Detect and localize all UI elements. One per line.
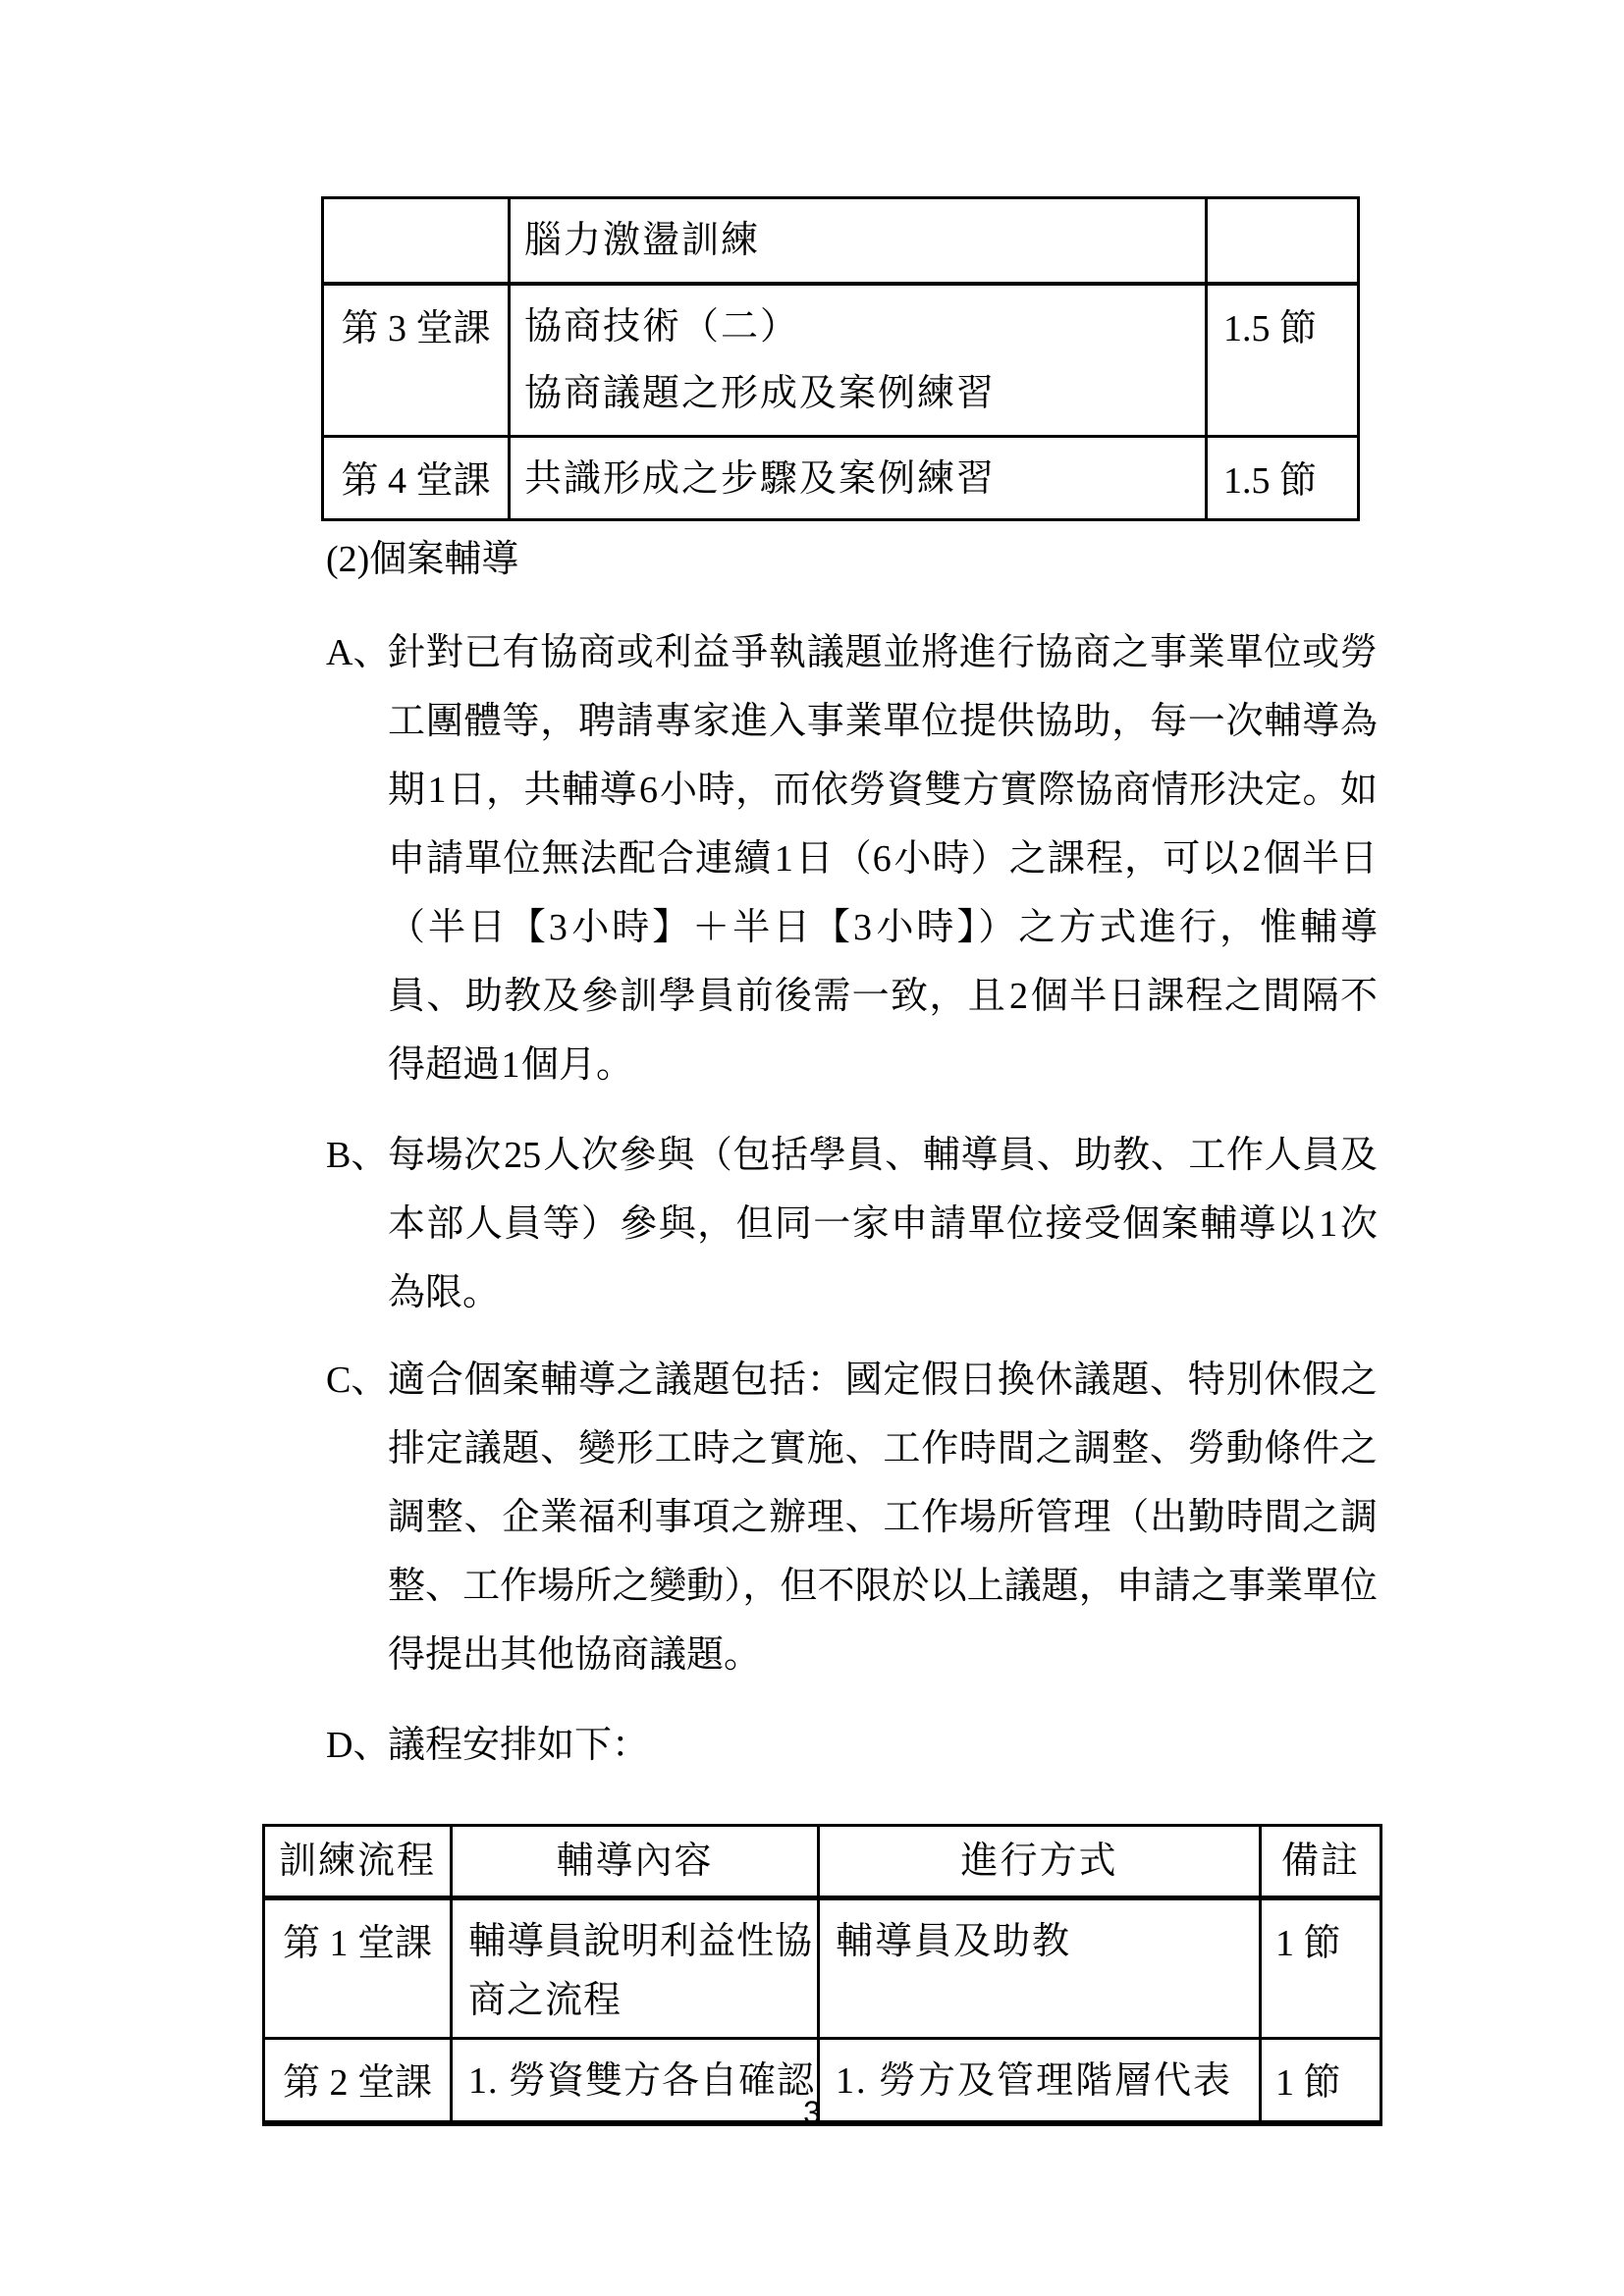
course-content-line: 腦力激盪訓練: [524, 220, 761, 261]
cell-coaching-content: [452, 1898, 819, 2039]
table-header-row: [264, 1826, 1381, 1898]
paragraph-d: [326, 1711, 1378, 1780]
table-row: [323, 284, 1359, 437]
header-note: 備註: [1261, 1826, 1381, 1898]
paragraph-text: 針對已有協商或利益爭執議題並將進行協商之事業單位或勞工團體等，聘請專家進入事業單位提供協助，每一次輔導為期 1 日，共輔導 6 小時，而依勞資雙方實際協商情形決定。如申請單位無法配合連續 1 日（6 小時）之課程，可以 2 個半日（半日【3 小時】＋半日【3 小時】）之方式進行，惟輔導員、助教及參訓學員前後需一致，且 2 個半日課程之間隔不得超過 1 個月。: [388, 632, 1378, 1086]
agenda-table-bottom: [262, 1824, 1382, 2126]
paragraph-label: C、: [326, 1360, 389, 1401]
course-content-line: 協商技術（二）: [524, 306, 800, 347]
coaching-content-text: 1. 勞資雙方各自確認: [468, 2060, 816, 2102]
paragraph-b: [326, 1121, 1378, 1327]
cell-sessions: [1207, 198, 1359, 285]
course-schedule-table-top: [321, 196, 1360, 521]
cell-course-content: [510, 284, 1207, 437]
paragraph-label: B、: [326, 1135, 389, 1176]
section-heading: (2)個案輔導: [326, 539, 519, 580]
paragraph-c: [326, 1346, 1378, 1689]
header-training-flow: 訓練流程: [264, 1826, 452, 1898]
paragraph-label: A、: [326, 632, 391, 673]
cell-training-flow: 第 2 堂課: [264, 2039, 452, 2124]
method-text: 輔導員及助教: [836, 1921, 1072, 1962]
cell-course-number: [323, 198, 510, 285]
cell-method: [819, 1898, 1261, 2039]
paragraph-a: [326, 618, 1378, 1099]
cell-sessions: 1.5 節: [1207, 437, 1359, 520]
cell-course-number: 第 3 堂課: [323, 284, 510, 437]
paragraph-text: 議程安排如下：: [388, 1725, 650, 1766]
paragraph-text: 適合個案輔導之議題包括：國定假日換休議題、特別休假之排定議題、變形工時之實施、工作時間之調整、勞動條件之調整、企業福利事項之辦理、工作場所管理（出勤時間之調整、工作場所之變動），但不限於以上議題，申請之事業單位得提出其他協商議題。: [388, 1360, 1378, 1676]
cell-sessions: 1.5 節: [1207, 284, 1359, 437]
cell-course-content: [510, 198, 1207, 285]
table-row: [323, 198, 1359, 285]
coaching-content-text: 輔導員說明利益性協商之流程: [468, 1921, 814, 2021]
method-text: 1. 勞方及管理階層代表: [836, 2060, 1233, 2102]
cell-note: 1 節: [1261, 1898, 1381, 2039]
header-coaching-content: 輔導內容: [452, 1826, 819, 1898]
cell-note: 1 節: [1261, 2039, 1381, 2124]
cell-course-content: [510, 437, 1207, 520]
table-row: [264, 1898, 1381, 2039]
course-content-line: 協商議題之形成及案例練習: [524, 373, 997, 414]
header-method: 進行方式: [819, 1826, 1261, 1898]
paragraph-text: 每場次 25 人次參與（包括學員、輔導員、助教、工作人員及本部人員等）參與，但同一家申請單位接受個案輔導以 1 次為限。: [388, 1135, 1378, 1313]
cell-course-number: 第 4 堂課: [323, 437, 510, 520]
table-row: [323, 437, 1359, 520]
course-content-line: 共識形成之步驟及案例練習: [524, 458, 997, 500]
page-number: 3: [803, 2095, 821, 2130]
paragraph-label: D、: [326, 1725, 391, 1766]
cell-training-flow: 第 1 堂課: [264, 1898, 452, 2039]
